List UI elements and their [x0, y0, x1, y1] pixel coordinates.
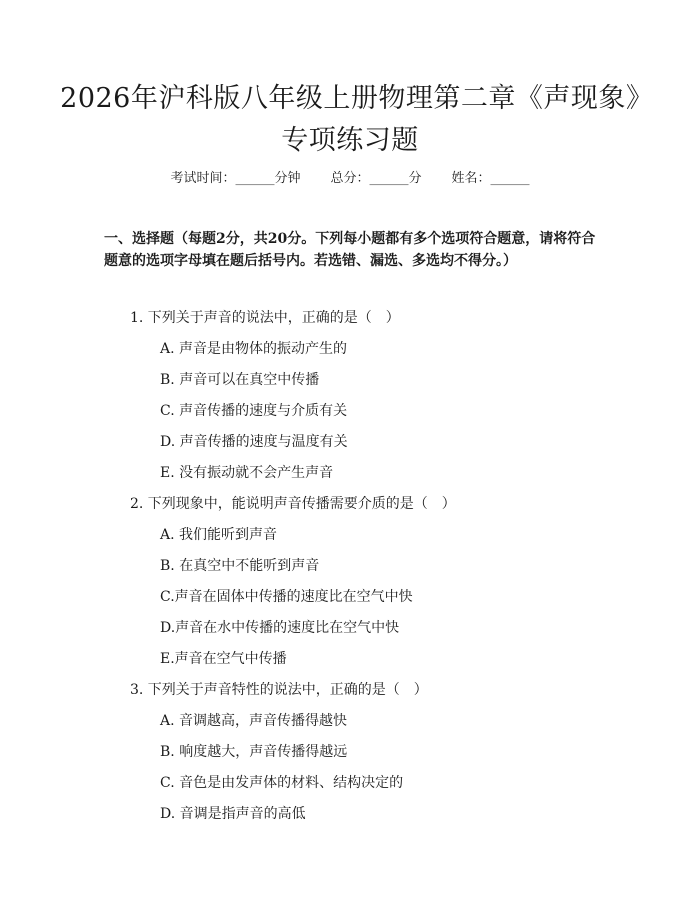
question-2-option-c: C.声音在固体中传播的速度比在空气中快 [160, 589, 413, 605]
question-1-option-b: B. 声音可以在真空中传播 [160, 372, 320, 388]
total-score-field: 总分：______分 [330, 171, 422, 186]
question-1: 1. 下列关于声音的说法中，正确的是（ ） [130, 310, 400, 326]
question-3-option-c: C. 音色是由发声体的材料、结构决定的 [160, 775, 404, 791]
question-2-option-a: A. 我们能听到声音 [160, 527, 278, 543]
exam-title: 2026年沪科版八年级上册物理第二章《声现象》专项练习题 [60, 83, 640, 156]
question-3-option-a: A. 音调越高，声音传播得越快 [160, 713, 348, 729]
question-3: 3. 下列关于声音特性的说法中，正确的是（ ） [130, 682, 428, 698]
question-2: 2. 下列现象中，能说明声音传播需要介质的是（ ） [130, 496, 456, 512]
question-1-option-a: A. 声音是由物体的振动产生的 [160, 341, 348, 357]
question-1-option-d: D. 声音传播的速度与温度有关 [160, 434, 348, 450]
question-2-option-d: D.声音在水中传播的速度比在空气中快 [160, 620, 400, 636]
section-heading: 一、选择题（每题2分，共20分。下列每小题都有多个选项符合题意，请将符合题意的选项字母填在题后括号内。若选错、漏选、多选均不得分。） [104, 231, 596, 269]
exam-time-field: 考试时间：______分钟 [170, 171, 301, 186]
question-3-option-b: B. 响度越大，声音传播得越远 [160, 744, 348, 760]
exam-meta [0, 170, 700, 188]
question-1-option-e: E. 没有振动就不会产生声音 [160, 465, 334, 481]
question-2-option-b: B. 在真空中不能听到声音 [160, 558, 320, 574]
question-1-option-c: C. 声音传播的速度与介质有关 [160, 403, 348, 419]
question-2-option-e: E.声音在空气中传播 [160, 651, 287, 667]
question-3-option-d: D. 音调是指声音的高低 [160, 806, 306, 822]
student-name-field: 姓名：______ [451, 171, 530, 186]
